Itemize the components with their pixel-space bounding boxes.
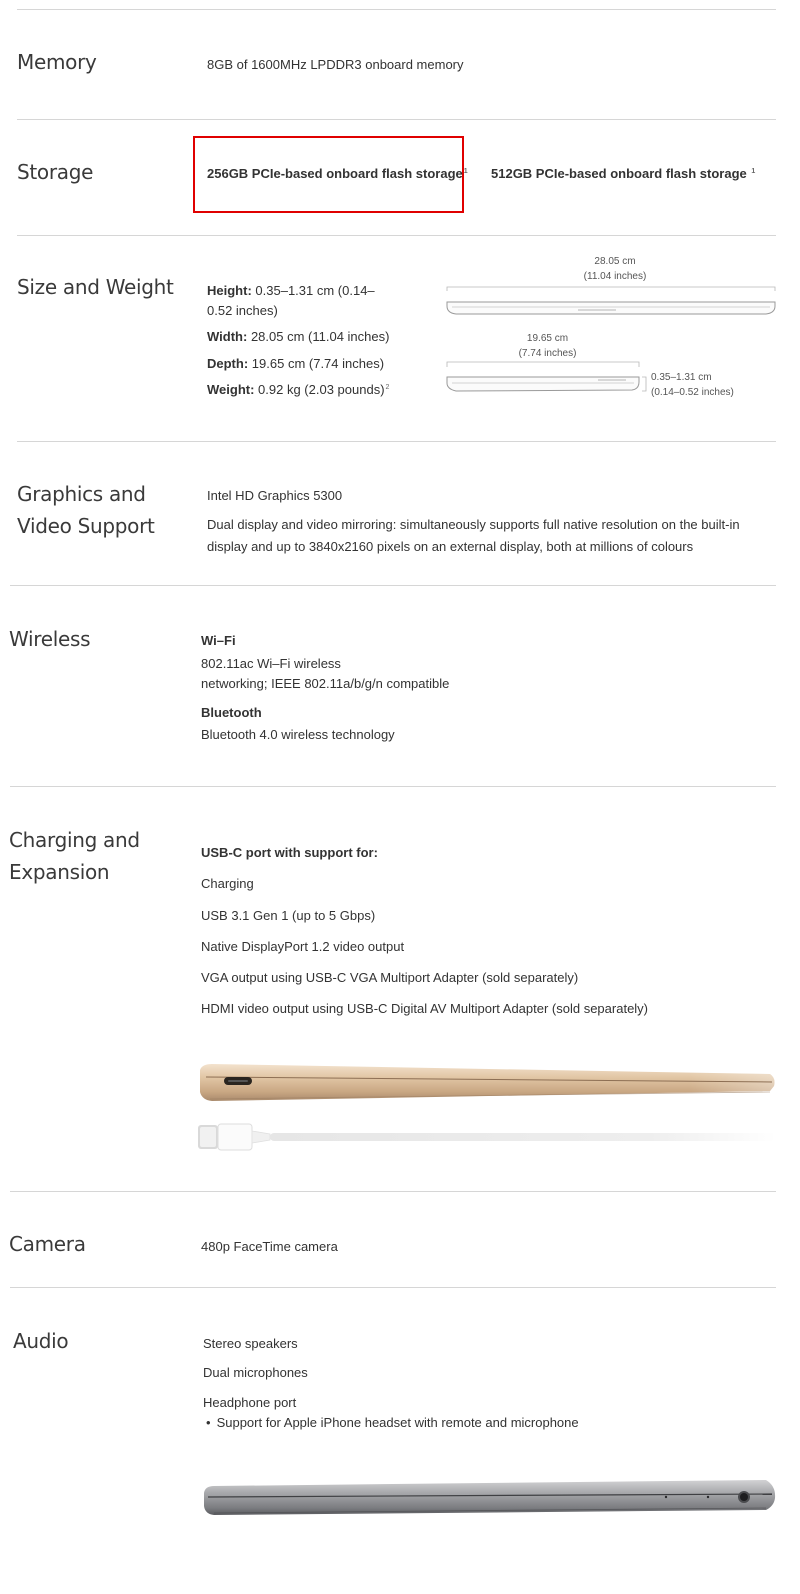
height-value: 0.35–1.31 cm (0.14– xyxy=(255,283,375,298)
depth-value: 19.65 cm (7.74 inches) xyxy=(251,356,385,371)
section-title-camera: Camera xyxy=(9,1232,86,1256)
footnote-marker: 1 xyxy=(751,168,756,175)
diagram-width-in: (11.04 inches) xyxy=(583,271,647,282)
diagram-height-cm: 0.35–1.31 cm xyxy=(651,372,712,383)
section-title-graphics-line1: Graphics and xyxy=(17,482,146,506)
bluetooth-value: Bluetooth 4.0 wireless technology xyxy=(201,727,395,742)
display-support-line2: display and up to 3840x2160 pixels on an external display, both at millions of colours xyxy=(207,539,694,554)
weight-label: Weight: xyxy=(207,382,255,397)
height-label: Height: xyxy=(207,283,252,298)
storage-option-label: 256GB PCIe-based onboard flash storage xyxy=(207,166,463,181)
usbc-label: USB-C port with support for: xyxy=(201,845,378,860)
section-title-storage: Storage xyxy=(17,160,94,184)
camera-value: 480p FaceTime camera xyxy=(201,1239,338,1254)
usbc-item: VGA output using USB-C VGA Multiport Adapter (sold separately) xyxy=(201,970,579,985)
weight-value: 0.92 kg (2.03 pounds) xyxy=(258,382,385,397)
wifi-line2: networking; IEEE 802.11a/b/g/n compatible xyxy=(201,676,450,691)
depth-label: Depth: xyxy=(207,356,249,371)
bluetooth-label: Bluetooth xyxy=(201,705,262,720)
audio-headphone-bullet-text: Support for Apple iPhone headset with remote and microphone xyxy=(216,1415,579,1430)
section-title-size-weight: Size and Weight xyxy=(17,275,174,299)
footnote-marker: 1 xyxy=(463,168,468,175)
diagram-width-cm: 28.05 cm xyxy=(594,256,636,267)
usbc-item: USB 3.1 Gen 1 (up to 5 Gbps) xyxy=(201,908,376,923)
width-label: Width: xyxy=(207,329,248,344)
section-title-charging-line1: Charging and xyxy=(9,828,140,852)
memory-value: 8GB of 1600MHz LPDDR3 onboard memory xyxy=(207,57,464,72)
height-value-line2: 0.52 inches) xyxy=(207,303,278,318)
section-title-memory: Memory xyxy=(17,50,97,74)
storage-option-label: 512GB PCIe-based onboard flash storage xyxy=(491,166,747,181)
wifi-label: Wi–Fi xyxy=(201,633,236,648)
usbc-item: Native DisplayPort 1.2 video output xyxy=(201,939,405,954)
usbc-item: Charging xyxy=(201,876,254,891)
wifi-line1: 802.11ac Wi–Fi wireless xyxy=(201,656,341,671)
usbc-item: HDMI video output using USB-C Digital AV Multiport Adapter (sold separately) xyxy=(201,1001,649,1016)
section-title-graphics-line2: Video Support xyxy=(17,514,155,538)
audio-headphone: Headphone port xyxy=(203,1395,297,1410)
audio-microphones: Dual microphones xyxy=(203,1365,308,1380)
diagram-height-in: (0.14–0.52 inches) xyxy=(651,387,734,398)
gpu-value: Intel HD Graphics 5300 xyxy=(207,488,343,503)
footnote-marker: 2 xyxy=(385,384,390,391)
display-support-line1: Dual display and video mirroring: simultaneously supports full native resolution on the built-in xyxy=(207,517,740,532)
diagram-depth-in: (7.74 inches) xyxy=(518,348,577,359)
bullet-icon: • xyxy=(206,1415,211,1430)
section-title-charging-line2: Expansion xyxy=(9,860,110,884)
section-title-wireless: Wireless xyxy=(9,627,91,651)
audio-speakers: Stereo speakers xyxy=(203,1336,298,1351)
diagram-depth-cm: 19.65 cm xyxy=(526,333,569,344)
section-title-audio: Audio xyxy=(13,1329,69,1353)
width-value: 28.05 cm (11.04 inches) xyxy=(250,329,390,344)
